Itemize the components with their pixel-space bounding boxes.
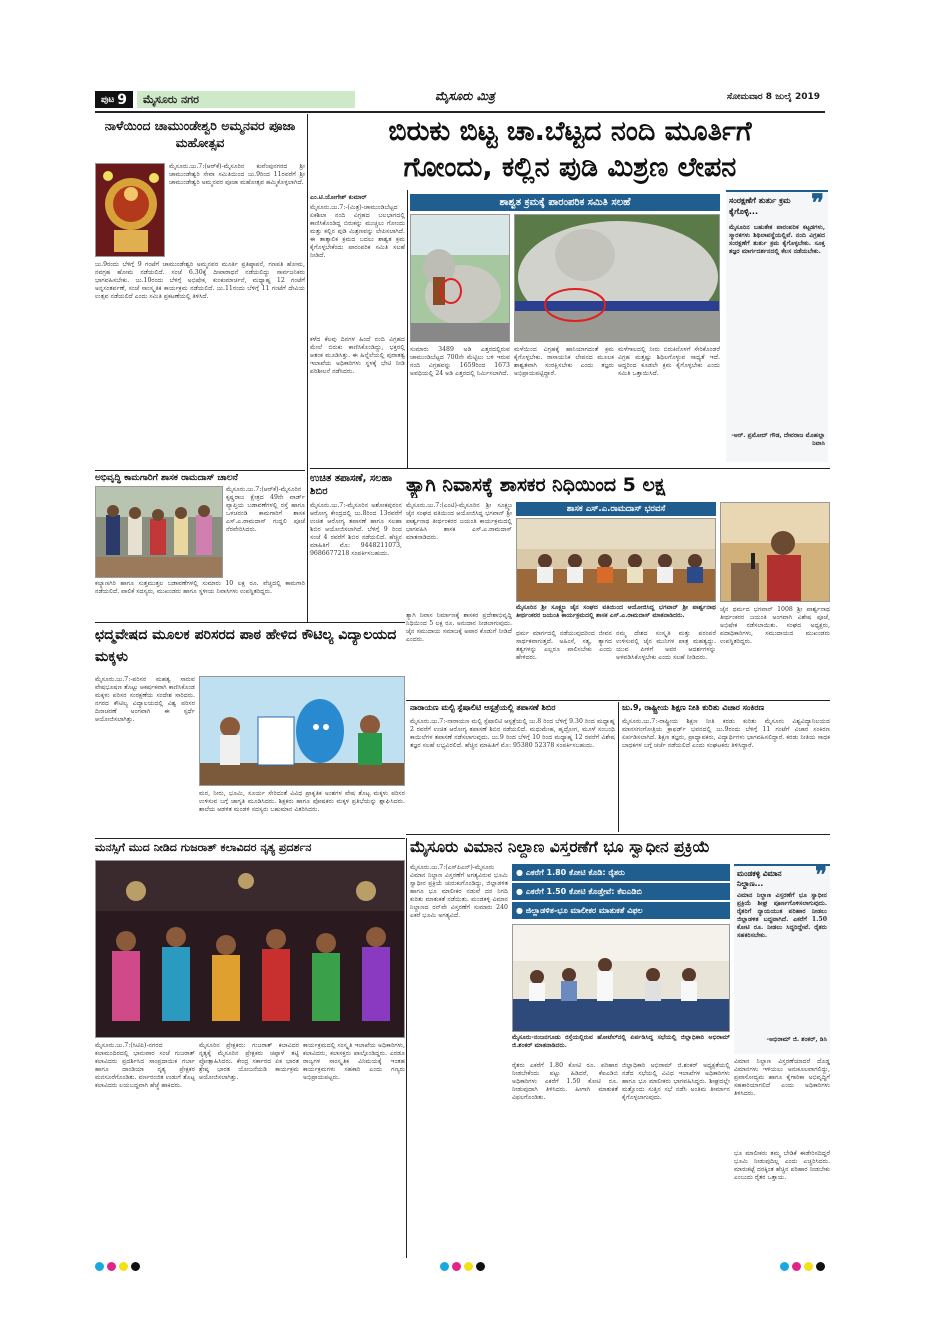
lead-headline-line1: ಬಿರುಕು ಬಿಟ್ಟ ಚಾ.ಬೆಟ್ಟದ ನಂದಿ ಮೂರ್ತಿಗೆ <box>388 116 752 147</box>
article-gujarat <box>95 840 405 1258</box>
tyagi-body-c: ಧರ್ಮ ಮಾರ್ಗದಲ್ಲಿ ನಡೆಯುವುದರಿಂದ ಜೀವನ ಸಾರ್ಥಕವಾಗುತ್ತದೆ. ಅಹಿಂಸೆ, ಸತ್ಯ, ತ್ಯಾಗದ ತತ್ವಗಳನ್ನು ಎಲ್ಲರೂ ಪಾಲಿಸಬೇಕು ಎಂದು ಹೇಳಿದರು. <box>516 630 612 661</box>
gujarat-dance-photo <box>95 860 405 1038</box>
lead-body-b: ಕಳೆದ ಕೆಲವು ದಿನಗಳ ಹಿಂದೆ ನಂದಿ ವಿಗ್ರಹದ ಮೇಲೆ ಬಿರುಕು ಕಾಣಿಸಿಕೊಂಡಿದ್ದು, ಭಕ್ತರಲ್ಲಿ ಆತಂಕ ಮೂಡಿಸಿತ್ತು. ಈ ಹಿನ್ನೆಲೆಯಲ್ಲಿ ಪುರಾತತ್ವ ಇಲಾಖೆಯ ಅಧಿಕಾರಿಗಳು ಸ್ಥಳಕ್ಕೆ ಭೇಟಿ ನೀಡಿ ಪರಿಶೀಲನೆ ನಡೆಸಿದರು. <box>310 336 405 375</box>
tyagi-photo <box>516 518 716 602</box>
airport-caption: ಮೈಸೂರು-ನಂಜನಗೂಡು ರಸ್ತೆಯಲ್ಲಿರುವ ಹೋಟೆಲ್‌ನಲ್ಲಿ ಏರ್ಪಡಿಸಿದ್ದ ಸಭೆಯಲ್ಲಿ ಜಿಲ್ಲಾಧಿಕಾರಿ ಅಭಿರಾಮ್ ಜಿ.ಶಂಕರ್ ಮಾತನಾಡಿದರು. <box>512 1034 730 1049</box>
masthead-rule <box>95 111 825 113</box>
article-costume <box>95 624 405 836</box>
lead-body-a: ಮೈಸೂರು.ಜು.7:-(ಮಿತ್ರ)-ಚಾಮುಂಡಿಬೆಟ್ಟದ ಏಕಶಿಲಾ ನಂದಿ ವಿಗ್ರಹದ ಬಲಭಾಗದಲ್ಲಿ ಕಾಣಿಸಿಕೊಂಡಿದ್ದ ಬಿರುಕನ್ನು ಮುಚ್ಚಲು ಗೋಂದು ಮತ್ತು ಕಲ್ಲಿನ ಪುಡಿ ಮಿಶ್ರಣವನ್ನು ಲೇಪಿಸಲಾಗಿದೆ. ಈ ತಾತ್ಕಾಲಿಕ ಕ್ರಮದ ಬದಲು ಶಾಶ್ವತ ಕ್ರಮ ಕೈಗೊಳ್ಳಬೇಕೆಂದು ಪಾರಂಪರಿಕ ಸಮಿತಿ ಸಲಹೆ ನೀಡಿದೆ. <box>310 204 405 259</box>
education-body: ಮೈಸೂರು.ಜು.7:-ರಾಷ್ಟ್ರೀಯ ಶಿಕ್ಷಣ ನೀತಿ ಕರಡು ಕುರಿತು ಮೈಸೂರು ವಿಶ್ವವಿದ್ಯಾನಿಲಯದ ಮಾನಸಗಂಗೋತ್ರಿಯ ಕ್ರಾಫರ್ಡ್ ಭವನದಲ್ಲಿ ಜು.9ರಂದು ಬೆಳಿಗ್ಗೆ 11 ಗಂಟೆಗೆ ವಿಚಾರ ಸಂಕಿರಣ ಏರ್ಪಡಿಸಲಾಗಿದೆ. ಶಿಕ್ಷಣ ತಜ್ಞರು, ಪ್ರಾಧ್ಯಾಪಕರು, ವಿದ್ಯಾರ್ಥಿಗಳು ಭಾಗವಹಿಸಲಿದ್ದಾರೆ. ಕರಡು ನೀತಿಯ ಸಾಧಕ ಬಾಧಕಗಳ ಬಗ್ಗೆ ಚರ್ಚೆ ನಡೆಯಲಿದೆ ಎಂದು ಸಂಘಟಕರು ತಿಳಿಸಿದ್ದಾರೆ. <box>622 718 830 749</box>
tyagi-body-a: ಮೈಸೂರು.ಜು.7:(ಎಂಟಿ)-ಮೈಸೂರಿನ ಶ್ರೀ ಸೂಕ್ಷ್ಮಜ ಜೈನ ಸಂಘದ ವತಿಯಿಂದ ಆಯೋಜಿಸಿದ್ದ ಭಗವಾನ್ ಶ್ರೀ ಪಾರ್ಶ್ವನಾಥ ತೀರ್ಥಂಕರರ ಜಯಂತಿ ಕಾರ್ಯಕ್ರಮದಲ್ಲಿ ಭಾಗವಹಿಸಿ ಶಾಸಕ ಎಸ್.ಎ.ರಾಮದಾಸ್ ಮಾತನಾಡಿದರು. <box>406 502 512 541</box>
page-number: 9 <box>117 91 127 108</box>
pooja-body-b: ಜು.9ರಂದು ಬೆಳಿಗ್ಗೆ 9 ಗಂಟೆಗೆ ಚಾಮುಂಡೇಶ್ವರಿ ಅಮ್ಮನವರ ಮೂರ್ತಿ ಪ್ರತಿಷ್ಠಾಪನೆ, ಗಣಪತಿ ಹೋಮ, ನವಗ್ರಹ ಹೋಮ ನಡೆಯಲಿದೆ. ಸಂಜೆ 6.30ಕ್ಕೆ ದೀಪಾರಾಧನೆ ನಡೆಯಲಿದ್ದು ಸಾರ್ವಜನಿಕರು ಭಾಗವಹಿಸಬೇಕು. ಜು.10ರಂದು ಬೆಳಿಗ್ಗೆ ಅಭಿಷೇಕ, ಕುಂಕುಮಾರ್ಚನೆ, ಮಧ್ಯಾಹ್ನ 12 ಗಂಟೆಗೆ ಅನ್ನಸಂತರ್ಪಣೆ, ಸಂಜೆ ಸಾಂಸ್ಕೃತಿಕ ಕಾರ್ಯಕ್ರಮ ನಡೆಯಲಿದೆ. ಜು.11ರಂದು ಬೆಳಿಗ್ಗೆ 11 ಗಂಟೆಗೆ ದೇವಿಯ ಉತ್ಸವ ನಡೆಯಲಿದೆ ಎಂದು ಸಮಿತಿ ಪ್ರಕಟಣೆಯಲ್ಲಿ ತಿಳಿಸಿದೆ. <box>95 261 305 300</box>
education-headline: ಜು.9, ರಾಷ್ಟ್ರೀಯ ಶಿಕ್ಷಣ ನೀತಿ ಕುರಿತು ವಿಚಾರ ಸಂಕಿರಣ <box>622 703 765 712</box>
airport-body-a: ಮೈಸೂರು.ಜು.7:(ಎಸ್‌ಪಿಎನ್)-ಮೈಸೂರು ವಿಮಾನ ನಿಲ್ದಾಣ ವಿಸ್ತರಣೆಗೆ ಅಗತ್ಯವಿರುವ ಭೂಮಿ ಸ್ವಾಧೀನ ಪ್ರಕ್ರಿಯೆ ಚುರುಕುಗೊಂಡಿದ್ದು, ಜಿಲ್ಲಾಡಳಿತ ಹಾಗೂ ಭೂ ಮಾಲೀಕರ ನಡುವೆ ದರ ನಿಗದಿ ಕುರಿತು ಮಾತುಕತೆ ನಡೆಯಿತು. ಮಂಡಕಳ್ಳಿ ವಿಮಾನ ನಿಲ್ದಾಣದ ರನ್‌ವೇ ವಿಸ್ತರಣೆಗೆ ಸುಮಾರು 240 ಎಕರೆ ಭೂಮಿ ಅಗತ್ಯವಿದೆ. <box>410 864 508 919</box>
gujarat-headline: ಮನಸ್ಸಿಗೆ ಮುದ ನೀಡಿದ ಗುಜರಾತ್ ಕಲಾವಿದರ ನೃತ್ಯ ಪ್ರದರ್ಶನ <box>95 841 312 854</box>
airport-bullets <box>512 864 730 920</box>
issue-date: ಸೋಮವಾರ 8 ಜುಲೈ 2019 <box>726 92 820 102</box>
lead-byline: ಎಂ.ಟಿ.ಯೋಗೇಶ್ ಕುಮಾರ್ <box>310 194 367 201</box>
lead-quote-title: ಸಂರಕ್ಷಣೆಗೆ ತುರ್ತು ಕ್ರಮ ಕೈಗೊಳ್ಳಿ... <box>729 196 791 216</box>
black-mark <box>816 1262 825 1271</box>
divider <box>95 622 405 623</box>
lead-body-d: ಮಳೆಯಿಂದ ವಿಗ್ರಹಕ್ಕೆ ಹಾನಿಯಾಗದಂತೆ ಕ್ರಮ ಕೈಗೊಳ್ಳಬೇಕು. ರಾಸಾಯನಿಕ ಲೇಪನದ ಮೂಲಕ ಶಾಶ್ವತವಾಗಿ ಸಂರಕ್ಷಿಸಬೇಕು ಎಂದು ತಜ್ಞರು ಅಭಿಪ್ರಾಯಪಟ್ಟಿದ್ದಾರೆ. <box>514 346 614 377</box>
nandi-photo-1 <box>410 214 510 342</box>
goddess-photo <box>95 163 165 257</box>
tyagi-headline: ತ್ಯಾಗಿ ನಿವಾಸಕ್ಕೆ ಶಾಸಕರ ನಿಧಿಯಿಂದ 5 ಲಕ್ಷ <box>406 474 666 496</box>
lead-quote-attribution: -ಆರ್. ಪ್ರಮೋದ್ ಗೌಡ, ದೇವರಾಜ ಮೊಹಲ್ಲಾ ನಿವಾಸಿ <box>731 432 825 447</box>
airport-body-e: ಭೂ ಮಾಲೀಕರು ತಮ್ಮ ಬೇಡಿಕೆ ಈಡೇರಿಸದಿದ್ದರೆ ಭೂಮಿ ನೀಡುವುದಿಲ್ಲ ಎಂದು ಎಚ್ಚರಿಸಿದರು. ಮಾರುಕಟ್ಟೆ ದರಕ್ಕಿಂತ ಹೆಚ್ಚಿನ ಪರಿಹಾರ ನೀಡಬೇಕು ಎಂಬುದು ರೈತರ ಒತ್ತಾಯ. <box>734 1150 830 1181</box>
magenta-mark <box>107 1262 116 1271</box>
airport-body-b: ರೈತರು ಎಕರೆಗೆ 1.80 ಕೋಟಿ ರೂ. ಪರಿಹಾರ ನೀಡಬೇಕೆಂದು ಪಟ್ಟು ಹಿಡಿದರೆ, ಕೆಐಎಡಿಬಿ ಅಧಿಕಾರಿಗಳು ಎಕರೆಗೆ 1.50 ಕೋಟಿ ರೂ. ನೀಡುವುದಾಗಿ ತಿಳಿಸಿದರು. ಹೀಗಾಗಿ ಮಾತುಕತೆ ವಿಫಲಗೊಂಡಿತು. <box>512 1062 618 1101</box>
divider <box>310 468 830 469</box>
divider <box>95 838 405 839</box>
divider <box>406 700 830 701</box>
airport-headline: ಮೈಸೂರು ವಿಮಾನ ನಿಲ್ದಾಣ ವಿಸ್ತರಣೆಗೆ ಭೂ ಸ್ವಾಧೀನ ಪ್ರಕ್ರಿಯೆ <box>410 838 710 856</box>
article-camp <box>310 472 402 622</box>
lead-body-e: ಮಳೆಗಾಲದಲ್ಲಿ ನೀರು ಬಿರುಕಿನೊಳಗೆ ಸೇರಿಕೊಂಡರೆ ವಿಗ್ರಹ ಮತ್ತಷ್ಟು ಶಿಥಿಲಗೊಳ್ಳುವ ಸಾಧ್ಯತೆ ಇದೆ. ಆದ್ದರಿಂದ ಕೂಡಲೇ ಕ್ರಮ ಕೈಗೊಳ್ಳಬೇಕು ಎಂದು ಸಮಿತಿ ಒತ್ತಾಯಿಸಿದೆ. <box>618 346 720 377</box>
divider <box>618 702 619 832</box>
quote-icon: ❞ <box>815 862 827 888</box>
divider <box>406 834 830 835</box>
camp-headline: ಉಚಿತ ತಪಾಸಣೆ, ಸಲಹಾ ಶಿಬಿರ <box>310 473 393 497</box>
paper-name: ಮೈಸೂರು ಮಿತ್ರ <box>435 89 495 103</box>
magenta-mark <box>792 1262 801 1271</box>
tyagi-caption: ಮೈಸೂರಿನ ಶ್ರೀ ಸೂಕ್ಷ್ಮಜ ಜೈನ ಸಂಘದ ವತಿಯಿಂದ ಆಯೋಜಿಸಿದ್ದ ಭಗವಾನ್ ಶ್ರೀ ಪಾರ್ಶ್ವನಾಥ ತೀರ್ಥಂಕರರ ಜಯಂತಿ ಕಾರ್ಯಕ್ರಮದಲ್ಲಿ ಶಾಸಕ ಎಸ್.ಎ.ರಾಮದಾಸ್ ಮಾತನಾಡಿದರು. <box>516 604 716 619</box>
article-education <box>622 702 830 832</box>
airport-quote-box <box>734 864 830 1054</box>
narayana-body: ಮೈಸೂರು.ಜು.7:-ನಾರಾಯಣ ಮಲ್ಟಿ ಸ್ಪೆಷಾಲಿಟಿ ಆಸ್ಪತ್ರೆಯಲ್ಲಿ ಜು.8 ರಿಂದ ಬೆಳಿಗ್ಗೆ 9.30 ರಿಂದ ಮಧ್ಯಾಹ್ನ 2 ರವರೆಗೆ ಉಚಿತ ಆರೋಗ್ಯ ತಪಾಸಣೆ ಶಿಬಿರ ನಡೆಯಲಿದೆ. ಮಧುಮೇಹ, ಹೃದ್ರೋಗ, ಮೂಳೆ ಸಂಬಂಧಿ ಕಾಯಿಲೆಗಳ ತಪಾಸಣೆ ನಡೆಸಲಾಗುವುದು. ಜು.9 ರಿಂದ ಬೆಳಿಗ್ಗೆ 10 ರಿಂದ ಮಧ್ಯಾಹ್ನ 12 ರವರೆಗೆ ವಿಶೇಷ ತಜ್ಞರ ಸಲಹೆ ಲಭ್ಯವಿರಲಿದೆ. ಹೆಚ್ಚಿನ ಮಾಹಿತಿಗೆ ಮೊ: 95380 52378 ಸಂಪರ್ಕಿಸಬಹುದು. <box>410 718 615 749</box>
airport-quote-title: ಮಂಡಕಳ್ಳಿ ವಿಮಾನ ನಿಲ್ದಾಣ... <box>737 869 782 888</box>
lead-strap: ಶಾಶ್ವತ ಕ್ರಮಕ್ಕೆ ಪಾರಂಪರಿಕ ಸಮಿತಿ ಸಲಹೆ <box>410 194 720 211</box>
airport-bullet-3: ● ಜಿಲ್ಲಾಡಳಿತ-ಭೂ ಮಾಲೀಕರ ಮಾತುಕತೆ ವಿಫಲ <box>512 902 730 919</box>
airport-meeting-photo <box>512 924 730 1032</box>
yellow-mark <box>804 1262 813 1271</box>
column-rule <box>407 190 408 468</box>
airport-quote-body: ವಿಮಾನ ನಿಲ್ದಾಣ ವಿಸ್ತರಣೆಗೆ ಭೂ ಸ್ವಾಧೀನ ಪ್ರಕ್ರಿಯೆ ಶೀಘ್ರ ಪೂರ್ಣಗೊಳಿಸಲಾಗುವುದು. ರೈತರಿಗೆ ನ್ಯಾಯಯುತ ಪರಿಹಾರ ನೀಡಲು ಜಿಲ್ಲಾಡಳಿತ ಬದ್ಧವಾಗಿದೆ. ಎಕರೆಗೆ 1.50 ಕೋಟಿ ರೂ. ನೀಡಲು ಸಿದ್ಧರಿದ್ದೇವೆ. ರೈತರು ಸಹಕರಿಸಬೇಕು. <box>737 892 827 939</box>
column-rule <box>307 114 308 622</box>
costume-photo <box>199 676 405 786</box>
tyagi-speaker-photo <box>720 502 830 602</box>
lead-headline <box>310 114 830 192</box>
bullet-icon: ● <box>516 868 523 877</box>
costume-body-b: ಮರ, ನೀರು, ಭೂಮಿ, ಸೂರ್ಯ ಸೇರಿದಂತೆ ವಿವಿಧ ಪ್ರಾಕೃತಿಕ ಅಂಶಗಳ ವೇಷ ತೊಟ್ಟ ಮಕ್ಕಳು ಪರಿಸರ ಉಳಿಸುವ ಬಗ್ಗೆ ಜಾಗೃತಿ ಮೂಡಿಸಿದರು. ಶಿಕ್ಷಕರು ಹಾಗೂ ಪೋಷಕರು ಮಕ್ಕಳ ಪ್ರತಿಭೆಯನ್ನು ಶ್ಲಾಘಿಸಿದರು. ಶಾಲೆಯ ಆಡಳಿತ ಮಂಡಳಿ ಸದಸ್ಯರು ಬಹುಮಾನ ವಿತರಿಸಿದರು. <box>199 790 405 813</box>
article-pooja <box>95 117 305 467</box>
gujarat-body-b: ಮೈಸೂರಿನ ಪ್ರೇಕ್ಷಕರು: ಗುಜರಾತ್ ಕಲಾವಿದರ ನೃತ್ಯಕ್ಕೆ ಮೈಸೂರಿನ ಪ್ರೇಕ್ಷಕರು ಚಪ್ಪಾಳೆ ತಟ್ಟಿ ಪ್ರೋತ್ಸಾಹಿಸಿದರು. ಕೇಂದ್ರ ಸರ್ಕಾರದ ಏಕ ಭಾರತ ಶ್ರೇಷ್ಠ ಭಾರತ ಯೋಜನೆಯಡಿ ಕಾರ್ಯಕ್ರಮ ಆಯೋಜಿಸಲಾಗಿತ್ತು. <box>199 1042 299 1081</box>
tyagi-strap: ಶಾಸಕ ಎಸ್.ಎ.ರಾಮದಾಸ್ ಭರವಸೆ <box>516 502 716 516</box>
airport-bullet-2: ● ಎಕರೆಗೆ 1.50 ಕೋಟಿ ಕೊಡ್ತೇವೆ: ಕೆಐಎಡಿಬಿ <box>512 883 730 900</box>
article-narayana <box>410 702 615 832</box>
black-mark <box>131 1262 140 1271</box>
registration-marks-right <box>780 1262 840 1272</box>
costume-body-a: ಮೈಸೂರು.ಜು.7:-ಪರಿಸರ ಮಹತ್ವ ಸಾರುವ ವೇಷಭೂಷಣ ತೊಟ್ಟು ಆಕರ್ಷಕವಾಗಿ ಕಾಣಿಸಿಕೊಂಡ ಮಕ್ಕಳು ಪರಿಸರ ಸಂರಕ್ಷಣೆಯ ಸಂದೇಶ ಸಾರಿದರು. ನಗರದ ಕೌಟಿಲ್ಯ ವಿದ್ಯಾಲಯದಲ್ಲಿ ವಿಶ್ವ ಪರಿಸರ ದಿನಾಚರಣೆ ಅಂಗವಾಗಿ ಈ ಸ್ಪರ್ಧೆ ಆಯೋಜಿಸಲಾಗಿತ್ತು. <box>95 676 195 723</box>
camp-body: ಮೈಸೂರು.ಜು.7:-ಮೈಸೂರಿನ ಅಶೋಕಪುರಂನ ಆರೋಗ್ಯ ಕೇಂದ್ರದಲ್ಲಿ ಜು.8ರಿಂದ 13ರವರೆಗೆ ಉಚಿತ ಆರೋಗ್ಯ ತಪಾಸಣೆ ಹಾಗೂ ಸಲಹಾ ಶಿಬಿರ ಆಯೋಜಿಸಲಾಗಿದೆ. ಬೆಳಿಗ್ಗೆ 9 ರಿಂದ ಸಂಜೆ 4 ರವರೆಗೆ ಶಿಬಿರ ನಡೆಯಲಿದೆ. ಹೆಚ್ಚಿನ ಮಾಹಿತಿಗೆ ಮೊ: 9448211073, 9686677218 ಸಂಪರ್ಕಿಸಬಹುದು. <box>310 502 402 557</box>
article-airport <box>410 836 830 1256</box>
quote-icon: ❞ <box>811 188 824 217</box>
section-name: ಮೈಸೂರು ನಗರ <box>137 91 355 108</box>
development-photo <box>95 486 223 578</box>
cyan-mark <box>440 1262 449 1271</box>
lead-body-c: ಸುಮಾರು 3489 ಅಡಿ ಎತ್ತರದಲ್ಲಿರುವ ಚಾಮುಂಡಿಬೆಟ್ಟದ 700ನೇ ಮೆಟ್ಟಿಲು ಬಳಿ ಇರುವ ನಂದಿ ವಿಗ್ರಹವನ್ನು 1659ರಿಂದ 1673 ಅವಧಿಯಲ್ಲಿ 24 ಅಡಿ ಎತ್ತರದಲ್ಲಿ ನಿರ್ಮಿಸಲಾಗಿದೆ. <box>410 346 510 377</box>
yellow-mark <box>119 1262 128 1271</box>
development-body-b: ಕಲ್ಯಾಣಗಿರಿ ಹಾಗೂ ಸುತ್ತಮುತ್ತಲ ಬಡಾವಣೆಗಳಲ್ಲಿ ಸುಮಾರು 10 ಲಕ್ಷ ರೂ. ವೆಚ್ಚದಲ್ಲಿ ಕಾಮಗಾರಿ ನಡೆಯಲಿದೆ. ಪಾಲಿಕೆ ಸದಸ್ಯರು, ಮುಖಂಡರು ಹಾಗೂ ಸ್ಥಳೀಯ ನಿವಾಸಿಗಳು ಉಪಸ್ಥಿತರಿದ್ದರು. <box>95 580 305 595</box>
column-rule <box>406 838 407 1258</box>
yellow-mark <box>464 1262 473 1271</box>
lead-quote-box <box>726 190 828 462</box>
masthead <box>95 88 820 110</box>
tyagi-body-b: ತ್ಯಾಗಿ ನಿವಾಸ ನಿರ್ಮಾಣಕ್ಕೆ ಶಾಸಕರ ಪ್ರದೇಶಾಭಿವೃದ್ಧಿ ನಿಧಿಯಿಂದ 5 ಲಕ್ಷ ರೂ. ಅನುದಾನ ನೀಡಲಾಗುವುದು. ಜೈನ ಸಮುದಾಯ ಸಮಾಜಕ್ಕೆ ಅಪಾರ ಕೊಡುಗೆ ನೀಡಿದೆ ಎಂದರು. <box>406 612 512 643</box>
airport-bullet-1: ● ಎಕರೆಗೆ 1.80 ಕೋಟಿ ಕೊಡಿ: ರೈತರು <box>512 864 730 881</box>
registration-marks-left <box>95 1262 155 1272</box>
airport-body-c: ಜಿಲ್ಲಾಧಿಕಾರಿ ಅಭಿರಾಮ್ ಜಿ.ಶಂಕರ್ ಅಧ್ಯಕ್ಷತೆಯಲ್ಲಿ ನಡೆದ ಸಭೆಯಲ್ಲಿ ವಿವಿಧ ಇಲಾಖೆಗಳ ಅಧಿಕಾರಿಗಳು ಹಾಗೂ ಭೂ ಮಾಲೀಕರು ಭಾಗವಹಿಸಿದ್ದರು. ಶೀಘ್ರದಲ್ಲೇ ಮತ್ತೊಂದು ಸುತ್ತಿನ ಸಭೆ ನಡೆಸಿ ಅಂತಿಮ ತೀರ್ಮಾನ ಕೈಗೊಳ್ಳಲಾಗುವುದು. <box>622 1062 730 1101</box>
narayana-headline: ನಾರಾಯಣ ಮಲ್ಟಿ ಸ್ಪೆಷಾಲಿಟಿ ಆಸ್ಪತ್ರೆಯಲ್ಲಿ ತಪಾಸಣೆ ಶಿಬಿರ <box>410 703 556 712</box>
page-label: ಪುಟ <box>101 94 115 105</box>
nandi-photo-2 <box>514 214 720 342</box>
gujarat-body-c: ಕಾರ್ಯಕ್ರಮದಲ್ಲಿ ಸಂಸ್ಕೃತಿ ಇಲಾಖೆಯ ಅಧಿಕಾರಿಗಳು, ಕಲಾವಿದರು, ಕಲಾಸಕ್ತರು ಪಾಲ್ಗೊಂಡಿದ್ದರು. ಎರಡೂ ರಾಜ್ಯಗಳ ಸಾಂಸ್ಕೃತಿಕ ವಿನಿಮಯಕ್ಕೆ ಇಂತಹ ಕಾರ್ಯಕ್ರಮಗಳು ಸಹಕಾರಿ ಎಂದು ಗಣ್ಯರು ಅಭಿಪ್ರಾಯಪಟ್ಟರು. <box>303 1042 405 1081</box>
development-headline: ಅಭಿವೃದ್ಧಿ ಕಾಮಗಾರಿಗೆ ಶಾಸಕ ರಾಮದಾಸ್ ಚಾಲನೆ <box>95 473 238 483</box>
pooja-headline: ನಾಳೆಯಿಂದ ಚಾಮುಂಡೇಶ್ವರಿ ಅಮ್ಮನವರ ಪೂಜಾ ಮಹೋತ್ಸವ <box>104 118 296 150</box>
lead-quote-body: ಮೈಸೂರಿನ ಬಹುತೇಕ ಪಾರಂಪರಿಕ ಕಟ್ಟಡಗಳು, ಸ್ಮಾರಕಗಳು ಶಿಥಿಲಾವಸ್ಥೆಯಲ್ಲಿವೆ. ನಂದಿ ವಿಗ್ರಹದ ಸಂರಕ್ಷಣೆಗೆ ತುರ್ತು ಕ್ರಮ ಕೈಗೊಳ್ಳಬೇಕು. ಸೂಕ್ತ ತಜ್ಞರ ಮಾರ್ಗದರ್ಶನದಲ್ಲಿ ಕೆಲಸ ನಡೆಯಬೇಕು. <box>729 224 825 255</box>
registration-marks-center <box>440 1262 500 1272</box>
costume-headline: ಛದ್ಮವೇಷದ ಮೂಲಕ ಪರಿಸರದ ಪಾಠ ಹೇಳಿದ ಕೌಟಿಲ್ಯ ವಿದ್ಯಾಲಯದ ಮಕ್ಕಳು <box>95 627 397 665</box>
lead-headline-line2: ಗೋಂದು, ಕಲ್ಲಿನ ಪುಡಿ ಮಿಶ್ರಣ ಲೇಪನ <box>403 152 737 183</box>
gujarat-body-a: ಮೈಸೂರು.ಜು.7:(ಸಿಟಿಪಿ)-ನಗರದ ಕಲಾಮಂದಿರದಲ್ಲಿ ಭಾನುವಾರ ಸಂಜೆ ಗುಜರಾತ್ ಕಲಾವಿದರು ಪ್ರದರ್ಶಿಸಿದ ಸಾಂಪ್ರದಾಯಿಕ ಗರ್ಬಾ ಹಾಗೂ ದಾಂಡಿಯಾ ನೃತ್ಯ ಪ್ರೇಕ್ಷಕರ ಮನಸೂರೆಗೊಂಡಿತು. ವರ್ಣರಂಜಿತ ಉಡುಗೆ ತೊಟ್ಟ ಕಲಾವಿದರು ಲಯಬದ್ಧವಾಗಿ ಹೆಜ್ಜೆ ಹಾಕಿದರು. <box>95 1042 195 1089</box>
bullet-icon: ● <box>516 906 523 915</box>
article-development <box>95 472 305 620</box>
divider <box>95 470 305 471</box>
tyagi-body-e: ಜೈನ ಧರ್ಮದ ಭಗವಾನ್ 1008 ಶ್ರೀ ಪಾರ್ಶ್ವನಾಥ ತೀರ್ಥಂಕರರ ಜಯಂತಿ ಅಂಗವಾಗಿ ವಿಶೇಷ ಪೂಜೆ, ಅಭಿಷೇಕ ನಡೆಸಲಾಯಿತು. ಸಂಘದ ಅಧ್ಯಕ್ಷರು, ಪದಾಧಿಕಾರಿಗಳು, ಸಮುದಾಯದ ಮುಖಂಡರು ಉಪಸ್ಥಿತರಿದ್ದರು. <box>720 606 830 645</box>
black-mark <box>476 1262 485 1271</box>
cyan-mark <box>95 1262 104 1271</box>
article-tyagi <box>406 472 830 698</box>
development-body-a: ಮೈಸೂರು.ಜು.7:(ಆರ್‌ಕೆ)-ಮೈಸೂರಿನ ಕೃಷ್ಣರಾಜ ಕ್ಷೇತ್ರದ 49ನೇ ವಾರ್ಡ್ ವ್ಯಾಪ್ತಿಯ ಬಡಾವಣೆಗಳಲ್ಲಿ ರಸ್ತೆ ಹಾಗೂ ಒಳಚರಂಡಿ ಕಾಮಗಾರಿಗೆ ಶಾಸಕ ಎಸ್.ಎ.ರಾಮದಾಸ್ ಗುದ್ದಲಿ ಪೂಜೆ ನೆರವೇರಿಸಿದರು. <box>226 486 305 533</box>
airport-body-d: ವಿಮಾನ ನಿಲ್ದಾಣ ವಿಸ್ತರಣೆಯಾದರೆ ದೊಡ್ಡ ವಿಮಾನಗಳು ಇಳಿಯಲು ಅನುಕೂಲವಾಗಲಿದ್ದು, ಪ್ರವಾಸೋದ್ಯಮ ಹಾಗೂ ಕೈಗಾರಿಕಾ ಅಭಿವೃದ್ಧಿಗೆ ಸಹಕಾರಿಯಾಗಲಿದೆ ಎಂದು ಅಧಿಕಾರಿಗಳು ತಿಳಿಸಿದರು. <box>734 1058 830 1097</box>
magenta-mark <box>452 1262 461 1271</box>
page-number-box <box>95 91 133 108</box>
tyagi-body-d: ನಮ್ಮ ದೇಶದ ಸಂಸ್ಕೃತಿ ಮತ್ತು ಪರಂಪರೆ ಉಳಿಸುವಲ್ಲಿ ಜೈನ ಮುನಿಗಳ ಪಾತ್ರ ಮಹತ್ವದ್ದು. ಯುವ ಪೀಳಿಗೆ ಅವರ ಆದರ್ಶಗಳನ್ನು ಅಳವಡಿಸಿಕೊಳ್ಳಬೇಕು ಎಂದು ಸಲಹೆ ನೀಡಿದರು. <box>616 630 716 661</box>
pooja-body-a: ಮೈಸೂರು.ಜು.7:(ಆರ್‌ಕೆ)-ಮೈಸೂರಿನ ಕುವೆಂಪುನಗರದ ಶ್ರೀ ಚಾಮುಂಡೇಶ್ವರಿ ಸೇವಾ ಸಮಿತಿಯಿಂದ ಜು.9ರಿಂದ 11ರವರೆಗೆ ಶ್ರೀ ಚಾಮುಂಡೇಶ್ವರಿ ಅಮ್ಮನವರ ಪೂಜಾ ಮಹೋತ್ಸವ ಹಮ್ಮಿಕೊಳ್ಳಲಾಗಿದೆ. <box>169 163 305 186</box>
bullet-icon: ● <box>516 887 523 896</box>
cyan-mark <box>780 1262 789 1271</box>
airport-quote-attribution: -ಅಭಿರಾಮ್ ಜಿ. ಶಂಕರ್, ಡಿಸಿ <box>766 1036 827 1043</box>
